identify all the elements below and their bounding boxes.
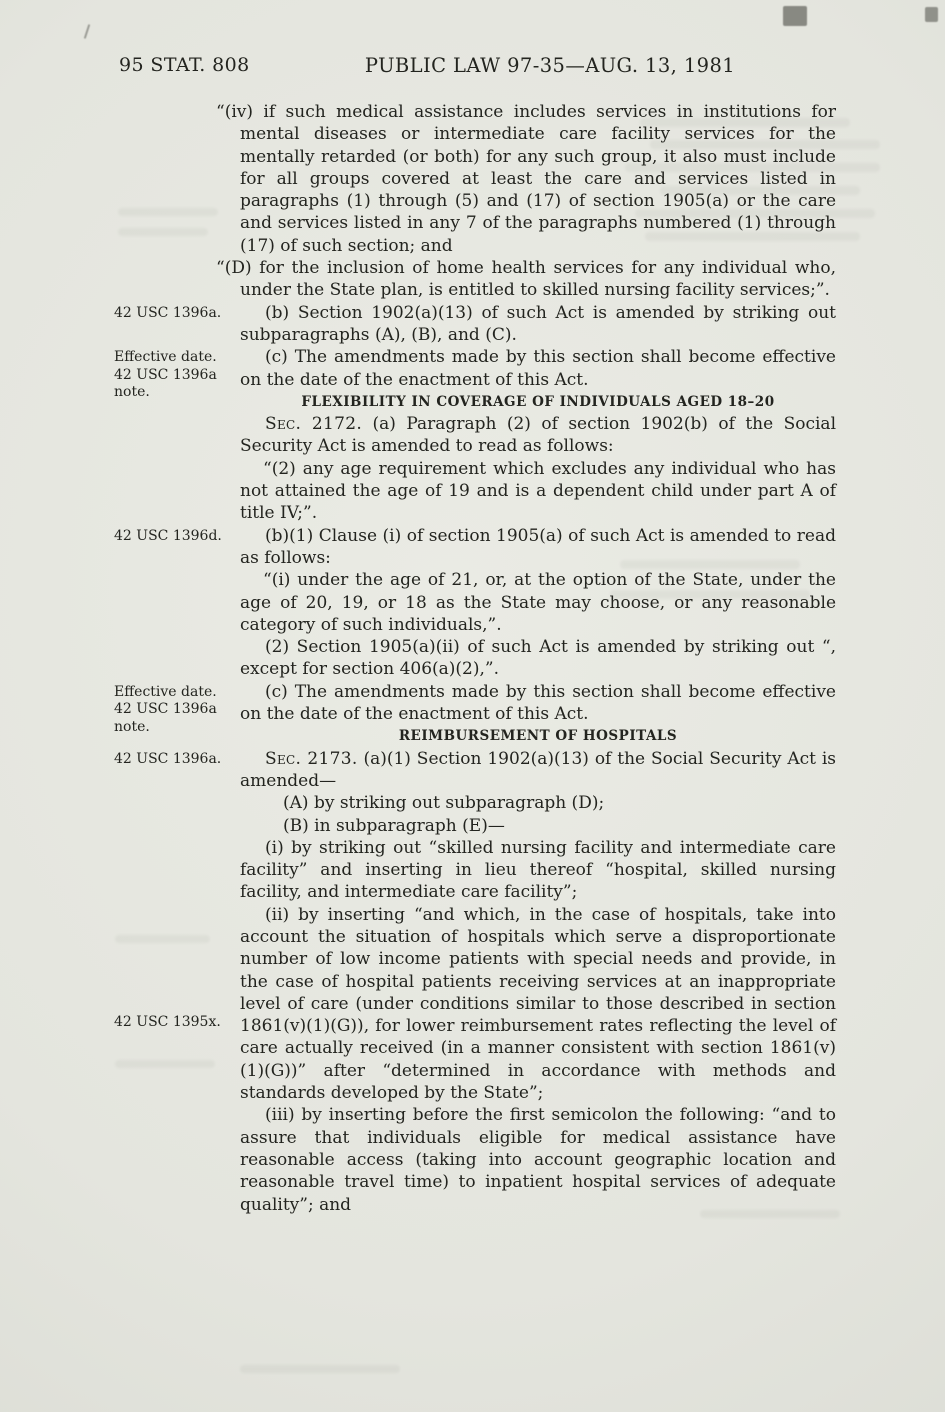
law-title: PUBLIC LAW 97-35—AUG. 13, 1981 xyxy=(364,54,736,77)
margin-note-usc-1396a xyxy=(114,751,234,769)
clause-ii-amendment xyxy=(114,904,836,1105)
margin-note-line: note. xyxy=(114,384,150,401)
margin-note-usc-1396d xyxy=(114,528,234,546)
sec-2173-intro xyxy=(114,748,836,793)
margin-note-line: Effective date. xyxy=(114,349,217,366)
margin-note-line: 42 USC 1395x. xyxy=(114,1013,221,1030)
quoted-clause-iv: “(iv) if such medical assistance includes services in institutions for mental diseases or intermediate care facility services for the mentally retarded (or both) for any such group, it also must include for all groups covered at least the care and services listed in paragraphs (1) through (5) and (17) of section 1905(a) or the care and services listed in any 7 of the paragraphs numbered (1) through (17) of such section; and xyxy=(216,102,836,256)
bleedthrough-mark xyxy=(118,228,208,236)
margin-note-line: Effective date. xyxy=(114,683,217,700)
bleedthrough-mark xyxy=(240,1365,400,1373)
clause-i-amendment: (i) by striking out “skilled nursing facility and intermediate care facility” and inserting in lieu thereof “hospital, skilled nursing facility, and intermediate care facility”; xyxy=(240,837,836,903)
sec-label: Sec. 2173. xyxy=(265,748,358,769)
subpara-a-amendment: (A) by striking out subparagraph (D); xyxy=(283,793,605,814)
clause-iii-amendment: (iii) by inserting before the first semicolon the following: “and to assure that individuals eligible for medical assistance have reasonable access (taking into account geographic location and reasonable travel time) to inpatient hospital services of adequate quality”; and xyxy=(240,1105,836,1215)
paragraph-text: (b) Section 1902(a)(13) of such Act is amended by striking out subparagraphs (A), (B), and (C). xyxy=(240,302,836,345)
bleedthrough-mark xyxy=(115,1060,215,1068)
subsec-b1-clause-amendment xyxy=(114,525,836,570)
bleedthrough-mark xyxy=(115,935,210,943)
sec-2172-intro xyxy=(240,413,836,458)
paragraph-text: (b)(1) Clause (i) of section 1905(a) of such Act is amended to read as follows: xyxy=(240,525,836,568)
scan-slash-mark xyxy=(84,24,91,39)
quoted-subparagraph-d: “(D) for the inclusion of home health services for any individual who, under the State plan, is entitled to skilled nursing facility services;”. xyxy=(216,258,836,301)
margin-note-usc-1396a xyxy=(114,305,234,323)
paragraph-text: (a) Paragraph (2) of section 1902(b) of the Social Security Act is amended to read as follows: xyxy=(240,414,837,457)
para-2-striking-amendment: (2) Section 1905(a)(ii) of such Act is amended by striking out “, except for section 406(a)(2),”. xyxy=(240,637,836,680)
subsec-c-effective-date xyxy=(114,346,836,401)
paragraph-text: (ii) by inserting “and which, in the case of hospitals, take into account the situation of hospitals which serve a disproportionate number of low income patients with special needs and provide, in the case of hospital patients receiving services at an inappropriate level of care (under conditions similar to those described in section 1861(v)(1)(G)), for lower reimbursement rates reflecting the level of care actually received (in a manner consistent with section 1861(v)(1)(G))” after “determined in accordance with methods and standards developed by the State”; xyxy=(240,904,836,1104)
paragraph-text: (c) The amendments made by this section shall become effective on the date of the enactment of this Act. xyxy=(240,681,836,725)
bleedthrough-mark xyxy=(118,208,218,216)
margin-note-effective-date xyxy=(114,349,234,402)
margin-note-effective-date xyxy=(114,684,234,737)
margin-note-line: note. xyxy=(114,718,150,735)
section-heading-flexibility: FLEXIBILITY IN COVERAGE OF INDIVIDUALS AGED 18–20 xyxy=(301,393,775,410)
subpara-b-amendment: (B) in subparagraph (E)— xyxy=(283,815,505,836)
margin-note-line: 42 USC 1396a. xyxy=(114,304,222,321)
margin-note-line: 42 USC 1396a. xyxy=(114,750,222,767)
margin-note-usc-1395x xyxy=(114,1014,234,1032)
quoted-paragraph-2: “(2) any age requirement which excludes any individual who has not attained the age of 19 and is a dependent child under part A of title IV;”. xyxy=(240,458,836,524)
quoted-clause-i: “(i) under the age of 21, or, at the option of the State, under the age of 20, 19, or 18 as the State may choose, or any reasonable category of such individuals,”. xyxy=(240,570,836,635)
stat-page-number: 95 STAT. 808 xyxy=(119,54,250,76)
subsec-c-effective-date-2 xyxy=(114,681,836,735)
margin-note-line: 42 USC 1396a xyxy=(114,701,217,718)
statute-text-column xyxy=(114,101,837,1216)
section-heading-reimbursement: REIMBURSEMENT OF HOSPITALS xyxy=(398,728,678,745)
margin-note-line: 42 USC 1396d. xyxy=(114,527,222,544)
sec-label: Sec. 2172. xyxy=(265,414,363,435)
margin-note-line: 42 USC 1396a xyxy=(114,366,217,383)
subsec-b-amendment xyxy=(114,302,836,347)
scan-smudge xyxy=(925,7,938,22)
scan-smudge xyxy=(783,6,807,26)
paragraph-text: (c) The amendments made by this section shall become effective on the date of the enactment of this Act. xyxy=(240,347,836,390)
paragraph-text: (a)(1) Section 1902(a)(13) of the Social Security Act is amended— xyxy=(240,748,836,791)
